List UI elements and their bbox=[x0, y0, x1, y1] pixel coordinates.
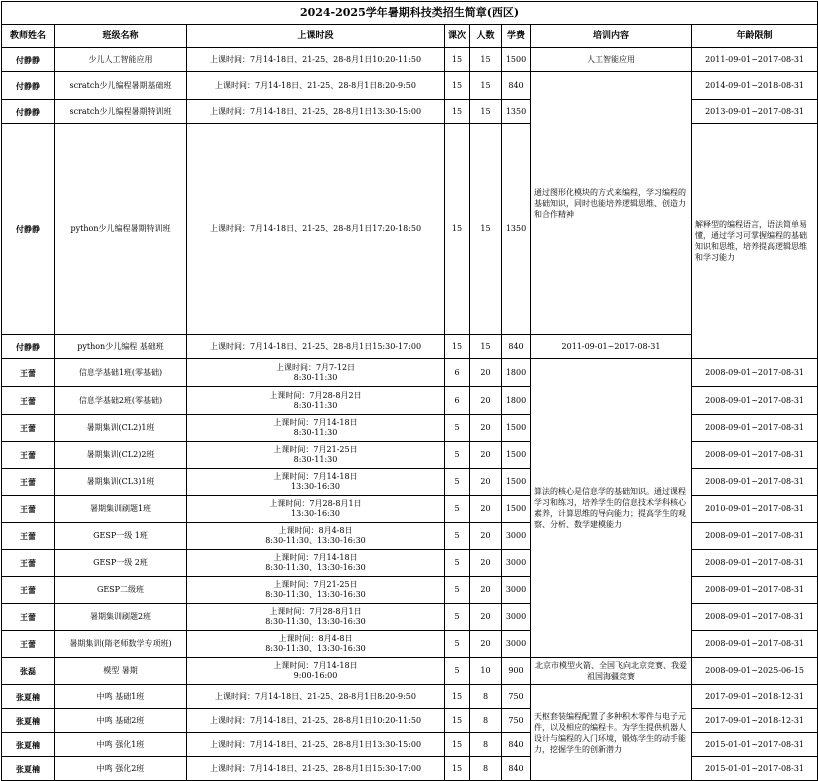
teacher-cell: 王蕾 bbox=[2, 442, 55, 469]
fee-cell: 840 bbox=[502, 72, 531, 100]
col-header-sessions: 课次 bbox=[445, 25, 470, 48]
class-cell: 暑期集训(隋老师数学专项班) bbox=[55, 631, 187, 658]
table-row bbox=[2, 523, 818, 550]
class-cell: 模型 暑期 bbox=[55, 658, 187, 685]
age-cell: 2011-09-01~2017-08-31 bbox=[692, 48, 818, 72]
class-cell: 中鸣 强化1班 bbox=[55, 733, 187, 757]
class-cell: 暑期集训(CL3)1班 bbox=[55, 469, 187, 496]
people-cell: 15 bbox=[470, 124, 502, 335]
people-cell: 15 bbox=[470, 48, 502, 72]
fee-cell: 1500 bbox=[502, 469, 531, 496]
class-cell: 信息学基础1班(零基础) bbox=[55, 359, 187, 387]
time-line: 上课时间：7月14-18日、21-25、28-8月1日10:20-11:50 bbox=[209, 54, 422, 64]
age-cell: 2008-09-01~2017-08-31 bbox=[692, 631, 818, 658]
time-cell bbox=[187, 335, 445, 359]
teacher-cell: 付静静 bbox=[2, 72, 55, 100]
teacher-cell: 张夏楠 bbox=[2, 685, 55, 709]
people-cell: 20 bbox=[470, 359, 502, 387]
col-header-time: 上课时段 bbox=[187, 25, 445, 48]
header-row bbox=[2, 25, 818, 48]
sessions-cell: 5 bbox=[445, 550, 470, 577]
col-header-content: 培训内容 bbox=[531, 25, 692, 48]
age-cell: 2008-09-01~2017-08-31 bbox=[692, 387, 818, 415]
teacher-cell: 张夏楠 bbox=[2, 709, 55, 733]
enrollment-table bbox=[1, 1, 818, 781]
table-row bbox=[2, 72, 818, 100]
time-cell bbox=[187, 48, 445, 72]
age-cell: 2008-09-01~2017-08-31 bbox=[692, 359, 818, 387]
table-row bbox=[2, 387, 818, 415]
sessions-cell: 6 bbox=[445, 387, 470, 415]
time-line: 上课时间：7月14-18日 bbox=[273, 472, 358, 481]
class-cell: 少儿人工智能应用 bbox=[55, 48, 187, 72]
table-row bbox=[2, 577, 818, 604]
table-row bbox=[2, 48, 818, 72]
people-cell: 15 bbox=[470, 72, 502, 100]
col-header-fee: 学费 bbox=[502, 25, 531, 48]
page-title: 2024-2025学年暑期科技类招生简章(西区) bbox=[2, 2, 818, 25]
table-row bbox=[2, 100, 818, 124]
time-line: 上课时间：7月14-18日、21-25、28-8月1日17:20-18:50 bbox=[209, 224, 422, 233]
class-cell: GESP二级班 bbox=[55, 577, 187, 604]
teacher-cell: 王蕾 bbox=[2, 469, 55, 496]
fee-cell: 3000 bbox=[502, 523, 531, 550]
sessions-cell: 5 bbox=[445, 577, 470, 604]
time-cell bbox=[187, 550, 445, 577]
age-cell: 2014-09-01~2018-08-31 bbox=[692, 72, 818, 100]
table-row bbox=[2, 442, 818, 469]
time-line: 上课时间：7月14-18日、21-25、28-8月1日10:20-11:50 bbox=[209, 715, 422, 725]
time-line: 上课时间：7月28-8月1日 bbox=[269, 607, 362, 616]
time-cell bbox=[187, 415, 445, 442]
content-text: 算法的核心是信息学的基础知识。通过课程学习和练习，培养学生的信息技术学科核心素养，计算思维的导向能力；提高学生的观察、分析、数学建模能力 bbox=[534, 487, 686, 529]
sessions-cell: 15 bbox=[445, 757, 470, 781]
people-cell: 20 bbox=[470, 577, 502, 604]
age-cell: 2008-09-01~2017-08-31 bbox=[692, 523, 818, 550]
fee-cell: 3000 bbox=[502, 631, 531, 658]
time-hours: 8:30-11:30、13:30-16:30 bbox=[265, 617, 366, 626]
content-cell bbox=[692, 124, 818, 359]
sessions-cell: 15 bbox=[445, 335, 470, 359]
col-header-class: 班级名称 bbox=[55, 25, 187, 48]
time-line: 上课时间：7月14-18日 bbox=[273, 661, 358, 670]
fee-cell: 750 bbox=[502, 709, 531, 733]
age-cell: 2011-09-01~2017-08-31 bbox=[531, 335, 692, 359]
content-cell bbox=[531, 48, 692, 72]
teacher-cell: 付静静 bbox=[2, 335, 55, 359]
sessions-cell: 15 bbox=[445, 733, 470, 757]
table-row bbox=[2, 604, 818, 631]
people-cell: 8 bbox=[470, 685, 502, 709]
time-cell bbox=[187, 359, 445, 387]
fee-cell: 1800 bbox=[502, 359, 531, 387]
age-cell: 2008-09-01~2017-08-31 bbox=[692, 415, 818, 442]
teacher-cell: 张夏楠 bbox=[2, 757, 55, 781]
teacher-cell: 王蕾 bbox=[2, 550, 55, 577]
sessions-cell: 5 bbox=[445, 442, 470, 469]
sessions-cell: 15 bbox=[445, 48, 470, 72]
content-text: 通过图形化模块的方式来编程，学习编程的基础知识，同时也能培养逻辑思维、创造力和合作精神 bbox=[534, 187, 686, 219]
time-line: 上课时间：7月21-25日 bbox=[273, 580, 358, 589]
time-line: 上课时间：8月4-8日 bbox=[278, 634, 353, 643]
time-line: 上课时间：7月14-18日、21-25、28-8月1日13:30-15:00 bbox=[209, 106, 422, 116]
time-line: 上课时间：7月14-18日、21-25、28-8月1日15:30-17:00 bbox=[209, 763, 422, 773]
fee-cell: 840 bbox=[502, 757, 531, 781]
sessions-cell: 15 bbox=[445, 124, 470, 335]
time-cell bbox=[187, 577, 445, 604]
teacher-cell: 王蕾 bbox=[2, 359, 55, 387]
teacher-cell: 王蕾 bbox=[2, 415, 55, 442]
table-row bbox=[2, 359, 818, 387]
teacher-cell: 付静静 bbox=[2, 100, 55, 124]
age-cell: 2008-09-01~2017-08-31 bbox=[692, 550, 818, 577]
title-row bbox=[2, 2, 818, 25]
content-text: 北京市模型火箭、全国飞向北京竞赛、我爱祖国海疆竞赛 bbox=[535, 661, 687, 681]
table-row bbox=[2, 733, 818, 757]
time-line: 上课时间：7月21-25日 bbox=[273, 445, 358, 454]
time-line: 上课时间：7月14-18日、21-25、28-8月1日8:20-9:50 bbox=[215, 80, 416, 90]
age-cell: 2013-09-01~2017-08-31 bbox=[692, 100, 818, 124]
class-cell: 中鸣 强化2班 bbox=[55, 757, 187, 781]
time-cell bbox=[187, 757, 445, 781]
class-cell: scratch少儿编程暑期基础班 bbox=[55, 72, 187, 100]
people-cell: 20 bbox=[470, 469, 502, 496]
people-cell: 20 bbox=[470, 415, 502, 442]
class-cell: python少儿编程暑期特训班 bbox=[55, 124, 187, 335]
table-row bbox=[2, 658, 818, 685]
sessions-cell: 5 bbox=[445, 631, 470, 658]
sessions-cell: 5 bbox=[445, 496, 470, 523]
time-hours: 8:30-11:30 bbox=[293, 372, 338, 382]
teacher-cell: 付静静 bbox=[2, 124, 55, 335]
time-line: 上课时间：7月14-18日 bbox=[273, 418, 358, 427]
people-cell: 20 bbox=[470, 496, 502, 523]
time-cell bbox=[187, 631, 445, 658]
people-cell: 20 bbox=[470, 604, 502, 631]
table-row bbox=[2, 631, 818, 658]
teacher-cell: 王蕾 bbox=[2, 631, 55, 658]
time-cell bbox=[187, 523, 445, 550]
age-cell: 2008-09-01~2017-08-31 bbox=[692, 442, 818, 469]
time-line: 上课时间：7月14-18日、21-25、28-8月1日8:20-9:50 bbox=[215, 691, 416, 701]
sessions-cell: 5 bbox=[445, 469, 470, 496]
sessions-cell: 15 bbox=[445, 709, 470, 733]
content-cell bbox=[531, 72, 692, 335]
time-hours: 9:00-16:00 bbox=[293, 671, 338, 680]
age-cell: 2008-09-01~2017-08-31 bbox=[692, 469, 818, 496]
col-header-age: 年龄限制 bbox=[692, 25, 818, 48]
teacher-cell: 张夏楠 bbox=[2, 733, 55, 757]
time-line: 上课时间：7月28-8月2日 bbox=[269, 390, 362, 400]
time-hours: 8:30-11:30、13:30-16:30 bbox=[265, 563, 366, 572]
time-hours: 8:30-11:30 bbox=[293, 428, 338, 437]
age-cell: 2008-09-01~2017-08-31 bbox=[692, 577, 818, 604]
time-cell bbox=[187, 442, 445, 469]
teacher-cell: 王蕾 bbox=[2, 387, 55, 415]
people-cell: 20 bbox=[470, 442, 502, 469]
time-hours: 8:30-11:30、13:30-16:30 bbox=[265, 536, 366, 545]
fee-cell: 3000 bbox=[502, 577, 531, 604]
content-cell bbox=[531, 359, 692, 658]
people-cell: 20 bbox=[470, 631, 502, 658]
age-cell: 2017-09-01~2018-12-31 bbox=[692, 685, 818, 709]
sessions-cell: 15 bbox=[445, 685, 470, 709]
fee-cell: 1500 bbox=[502, 48, 531, 72]
people-cell: 8 bbox=[470, 757, 502, 781]
class-cell: 信息学基础2班(零基础) bbox=[55, 387, 187, 415]
teacher-cell: 王蕾 bbox=[2, 523, 55, 550]
fee-cell: 3000 bbox=[502, 550, 531, 577]
class-cell: 暑期集训(CL2)2班 bbox=[55, 442, 187, 469]
class-cell: scratch少儿编程暑期特训班 bbox=[55, 100, 187, 124]
fee-cell: 1500 bbox=[502, 415, 531, 442]
table-row bbox=[2, 469, 818, 496]
time-cell bbox=[187, 469, 445, 496]
teacher-cell: 王蕾 bbox=[2, 496, 55, 523]
people-cell: 20 bbox=[470, 523, 502, 550]
fee-cell: 840 bbox=[502, 335, 531, 359]
people-cell: 15 bbox=[470, 100, 502, 124]
people-cell: 8 bbox=[470, 733, 502, 757]
table-row bbox=[2, 685, 818, 709]
table-row bbox=[2, 757, 818, 781]
col-header-people: 人数 bbox=[470, 25, 502, 48]
sessions-cell: 5 bbox=[445, 523, 470, 550]
sessions-cell: 5 bbox=[445, 658, 470, 685]
time-hours: 8:30-11:30 bbox=[293, 400, 338, 410]
fee-cell: 750 bbox=[502, 685, 531, 709]
fee-cell: 3000 bbox=[502, 604, 531, 631]
age-cell: 2008-09-01~2025-06-15 bbox=[692, 658, 818, 685]
time-cell bbox=[187, 387, 445, 415]
teacher-cell: 王蕾 bbox=[2, 577, 55, 604]
col-header-teacher: 教师姓名 bbox=[2, 25, 55, 48]
sessions-cell: 5 bbox=[445, 604, 470, 631]
time-hours: 8:30-11:30 bbox=[293, 455, 338, 464]
fee-cell: 1350 bbox=[502, 124, 531, 335]
content-cell bbox=[531, 658, 692, 685]
fee-cell: 1350 bbox=[502, 100, 531, 124]
class-cell: 暑期集训刷题2班 bbox=[55, 604, 187, 631]
people-cell: 10 bbox=[470, 658, 502, 685]
teacher-cell: 付静静 bbox=[2, 48, 55, 72]
people-cell: 15 bbox=[470, 335, 502, 359]
class-cell: python少儿编程 基础班 bbox=[55, 335, 187, 359]
fee-cell: 900 bbox=[502, 658, 531, 685]
time-line: 上课时间：7月28-8月1日 bbox=[269, 499, 362, 508]
class-cell: 暑期集训刷题1班 bbox=[55, 496, 187, 523]
people-cell: 8 bbox=[470, 709, 502, 733]
time-cell bbox=[187, 733, 445, 757]
class-cell: 暑期集训(CL2)1班 bbox=[55, 415, 187, 442]
time-cell bbox=[187, 604, 445, 631]
class-cell: 中鸣 基础1班 bbox=[55, 685, 187, 709]
fee-cell: 840 bbox=[502, 733, 531, 757]
content-text: 天枢套装编程配置了多种积木零件与电子元件，以及相应的编程卡。为学生提供机器人设计与编程的入门环境，锻炼学生的动手能力，挖掘学生的创新潜力 bbox=[534, 711, 686, 754]
table-row bbox=[2, 550, 818, 577]
age-cell: 2015-01-01~2017-08-31 bbox=[692, 757, 818, 781]
time-line: 上课时间：8月4-8日 bbox=[278, 526, 353, 535]
content-text: 解释型的编程语言，语法简单易懂，通过学习可掌握编程的基础知识和思维，培养提高逻辑思维和学习能力 bbox=[695, 220, 807, 262]
table-row bbox=[2, 124, 818, 335]
class-cell: GESP一级 2班 bbox=[55, 550, 187, 577]
sessions-cell: 15 bbox=[445, 72, 470, 100]
fee-cell: 1500 bbox=[502, 496, 531, 523]
content-cell bbox=[531, 685, 692, 781]
teacher-cell: 王蕾 bbox=[2, 604, 55, 631]
age-cell: 2015-01-01~2017-08-31 bbox=[692, 733, 818, 757]
sessions-cell: 6 bbox=[445, 359, 470, 387]
time-cell bbox=[187, 72, 445, 100]
fee-cell: 1800 bbox=[502, 387, 531, 415]
class-cell: GESP一级 1班 bbox=[55, 523, 187, 550]
time-hours: 13:30-16:30 bbox=[291, 482, 340, 491]
time-hours: 8:30-11:30、13:30-16:30 bbox=[265, 644, 366, 653]
fee-cell: 1500 bbox=[502, 442, 531, 469]
content-text: 人工智能应用 bbox=[587, 55, 635, 64]
time-line: 上课时间：7月14-18日 bbox=[273, 553, 358, 562]
age-cell: 2017-09-01~2018-12-31 bbox=[692, 709, 818, 733]
time-cell bbox=[187, 496, 445, 523]
table-row bbox=[2, 709, 818, 733]
time-line: 上课时间：7月14-18日、21-25、28-8月1日15:30-17:00 bbox=[209, 341, 422, 351]
people-cell: 20 bbox=[470, 387, 502, 415]
time-cell bbox=[187, 658, 445, 685]
people-cell: 20 bbox=[470, 550, 502, 577]
time-hours: 13:30-16:30 bbox=[291, 509, 340, 518]
time-cell bbox=[187, 685, 445, 709]
sessions-cell: 15 bbox=[445, 100, 470, 124]
time-cell bbox=[187, 124, 445, 335]
sessions-cell: 5 bbox=[445, 415, 470, 442]
age-cell: 2010-09-01~2017-08-31 bbox=[692, 496, 818, 523]
class-cell: 中鸣 基础2班 bbox=[55, 709, 187, 733]
table-row bbox=[2, 415, 818, 442]
time-line: 上课时间：7月7-12日 bbox=[275, 362, 356, 372]
teacher-cell: 张磊 bbox=[2, 658, 55, 685]
time-cell bbox=[187, 100, 445, 124]
table-row bbox=[2, 496, 818, 523]
time-line: 上课时间：7月14-18日、21-25、28-8月1日13:30-15:00 bbox=[209, 739, 422, 749]
time-cell bbox=[187, 709, 445, 733]
age-cell: 2008-09-01~2017-08-31 bbox=[692, 604, 818, 631]
time-hours: 8:30-11:30、13:30-16:30 bbox=[265, 590, 366, 599]
